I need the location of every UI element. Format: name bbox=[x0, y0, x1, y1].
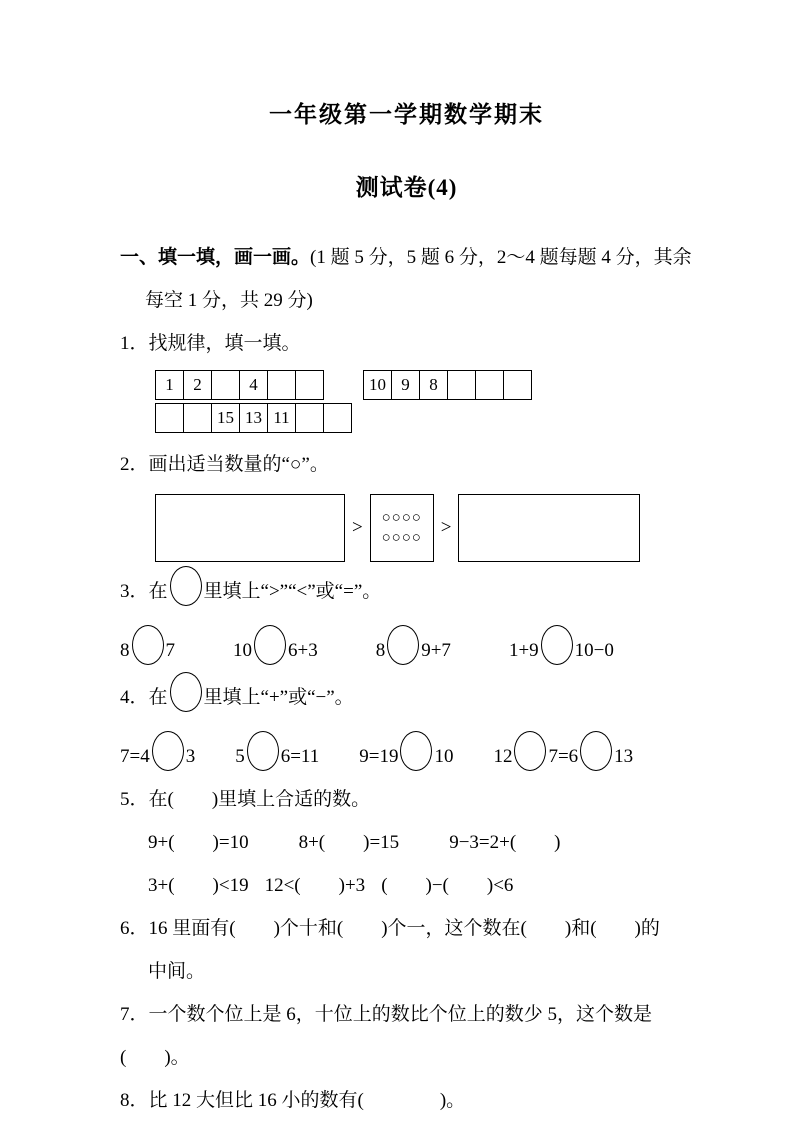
question-5 bbox=[120, 778, 693, 907]
answer-circle bbox=[170, 566, 202, 606]
table-cell: 10 bbox=[363, 370, 392, 400]
table-cell: 13 bbox=[239, 403, 268, 433]
expression: 12 7=6 13 bbox=[493, 731, 633, 778]
table-cell: 1 bbox=[155, 370, 184, 400]
label-text: 里填上“+”或“−”。 bbox=[203, 687, 354, 708]
table-cell-blank bbox=[475, 370, 504, 400]
question-2 bbox=[120, 443, 693, 562]
draw-box-left bbox=[155, 494, 345, 562]
answer-circle bbox=[580, 731, 612, 771]
label-text: 3．在 bbox=[120, 581, 168, 602]
draw-box-right bbox=[458, 494, 640, 562]
answer-circle bbox=[247, 731, 279, 771]
number-sequence-table-2 bbox=[363, 370, 532, 400]
question-7: 7．一个数个位上是 6，十位上的数比个位上的数少 5，这个数是( )。 bbox=[120, 1004, 653, 1068]
expression: 12<( )+3 bbox=[264, 875, 366, 896]
question-5-label: 5．在( )里填上合适的数。 bbox=[120, 789, 371, 810]
question-2-label: 2．画出适当数量的“○”。 bbox=[120, 454, 329, 475]
question-4-label bbox=[120, 672, 693, 719]
expression: 9+( )=10 bbox=[148, 832, 249, 853]
question-6-line1: 6．16 里面有( )个十和( )个一，这个数在( )和( )的 bbox=[120, 918, 660, 939]
question-4-exercises bbox=[120, 731, 693, 778]
answer-circle bbox=[514, 731, 546, 771]
greater-than-symbol: > bbox=[440, 517, 452, 538]
question-1-label: 1．找规律，填一填。 bbox=[120, 333, 301, 354]
number-sequence-table-1 bbox=[155, 370, 324, 400]
table-cell-blank bbox=[323, 403, 352, 433]
table-cell-blank bbox=[447, 370, 476, 400]
section-heading bbox=[120, 236, 693, 322]
label-text: 里填上“>”“<”或“=”。 bbox=[203, 581, 382, 602]
expression: 8 7 bbox=[120, 625, 175, 672]
label-text: 4．在 bbox=[120, 687, 168, 708]
table-cell-blank bbox=[295, 370, 324, 400]
compare-row bbox=[155, 494, 693, 562]
question-5-exercises-row1 bbox=[148, 821, 693, 864]
expression: 10 6+3 bbox=[233, 625, 318, 672]
table-cell-blank bbox=[183, 403, 212, 433]
question-5-exercises-row2 bbox=[148, 864, 693, 907]
answer-circle bbox=[400, 731, 432, 771]
section-title: 一、填一填，画一画。 bbox=[120, 247, 311, 268]
table-cell: 11 bbox=[267, 403, 296, 433]
table-cell-blank bbox=[503, 370, 532, 400]
expression: 3+( )<19 bbox=[148, 875, 249, 896]
table-cell: 15 bbox=[211, 403, 240, 433]
circle-row: ○○○○ bbox=[381, 530, 422, 546]
answer-circle bbox=[132, 625, 164, 665]
expression: 8+( )=15 bbox=[298, 832, 400, 853]
section-score-note-continued: 每空 1 分，共 29 分) bbox=[145, 290, 313, 311]
table-cell-blank bbox=[295, 403, 324, 433]
question-3-label bbox=[120, 566, 693, 613]
expression: 9−3=2+( ) bbox=[449, 832, 561, 853]
circle-row: ○○○○ bbox=[381, 510, 422, 526]
expression: 1+9 10−0 bbox=[509, 625, 614, 672]
expression: 8 9+7 bbox=[376, 625, 451, 672]
answer-circle bbox=[541, 625, 573, 665]
table-cell-blank bbox=[211, 370, 240, 400]
expression: ( )−( )<6 bbox=[381, 875, 514, 896]
table-cell: 9 bbox=[391, 370, 420, 400]
question-6 bbox=[120, 907, 693, 993]
reference-circle-box bbox=[370, 494, 434, 562]
question-4 bbox=[120, 672, 693, 778]
table-cell: 8 bbox=[419, 370, 448, 400]
table-cell: 2 bbox=[183, 370, 212, 400]
expression: 7=4 3 bbox=[120, 731, 195, 778]
table-cell-blank bbox=[155, 403, 184, 433]
question-1 bbox=[120, 322, 693, 433]
question-3-exercises bbox=[120, 625, 693, 672]
table-cell-blank bbox=[267, 370, 296, 400]
answer-circle bbox=[387, 625, 419, 665]
page-subtitle: 测试卷(4) bbox=[355, 175, 458, 200]
number-sequence-table-3 bbox=[155, 403, 352, 433]
question-6-line2: 中间。 bbox=[148, 961, 206, 982]
section-score-note: (1 题 5 分，5 题 6 分，2～4 题每题 4 分，其余 bbox=[310, 247, 692, 268]
answer-circle bbox=[152, 731, 184, 771]
table-cell: 4 bbox=[239, 370, 268, 400]
answer-circle bbox=[170, 672, 202, 712]
answer-circle bbox=[254, 625, 286, 665]
question-3 bbox=[120, 566, 693, 672]
greater-than-symbol: > bbox=[352, 517, 363, 538]
page-title: 一年级第一学期数学期末 bbox=[269, 102, 544, 127]
question-8: 8．比 12 大但比 16 小的数有( )。 bbox=[120, 1090, 466, 1111]
expression: 5 6=11 bbox=[235, 731, 319, 778]
expression: 9=19 10 bbox=[359, 731, 453, 778]
